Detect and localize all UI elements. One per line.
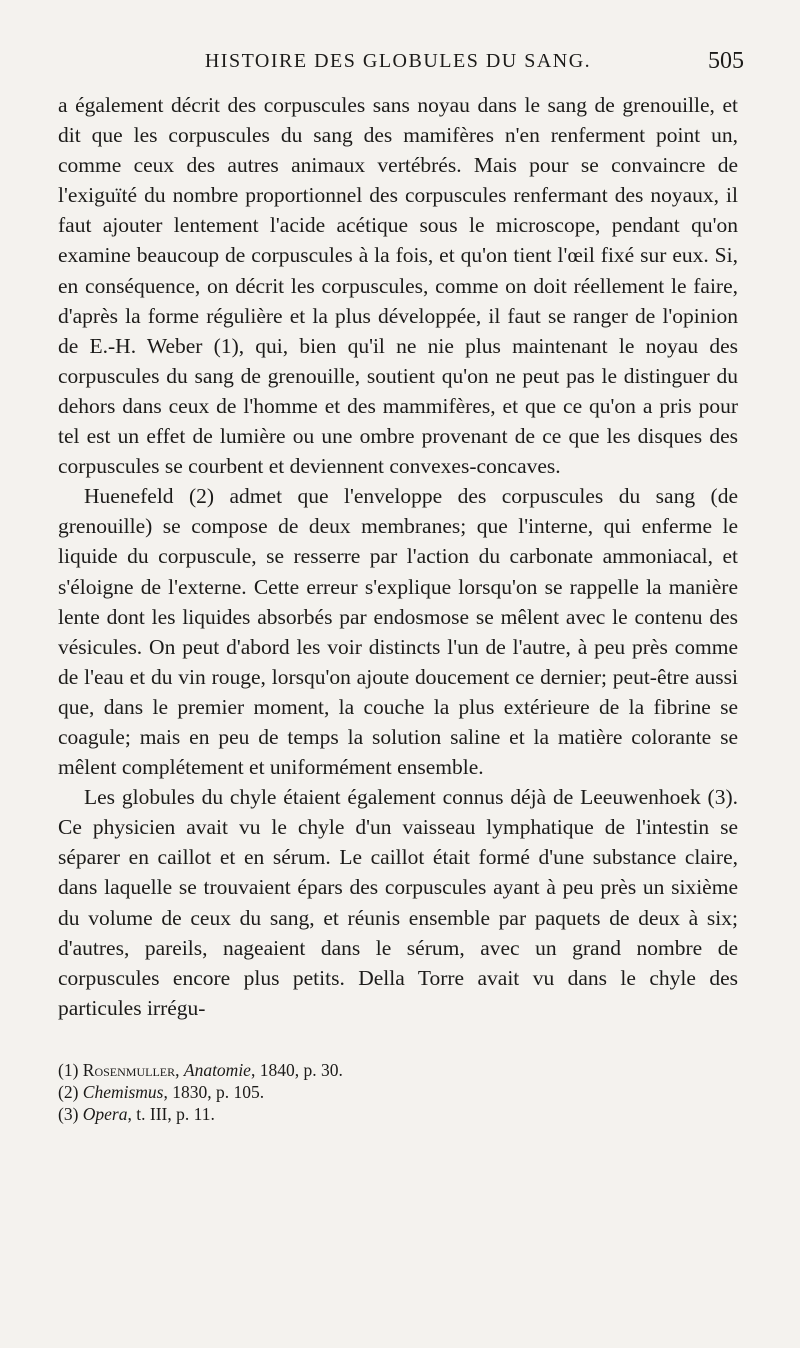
footnote-marker: (3) bbox=[58, 1103, 79, 1124]
page-number: 505 bbox=[708, 48, 744, 74]
footnote-author: Rosenmuller bbox=[82, 1059, 176, 1080]
footnote-3 bbox=[58, 1103, 738, 1125]
footnote-reference: , t. III, p. 11. bbox=[127, 1103, 215, 1124]
footnotes bbox=[58, 1059, 738, 1125]
paragraph-huenefeld: Huenefeld (2) admet que l'enveloppe des corpuscules du sang (de grenouille) se compose de deux membranes; que l'interne, qui enferme le liquide du corpuscule, se resserre par l'action du carbonate ammoniacal, et s'éloigne de l'externe. Cette erreur s'explique lorsqu'on se rappelle la manière lente dont les liquides absorbés par endosmose se mêlent avec le contenu des vésicules. On peut d'abord les voir distincts l'un de l'autre, à peu près comme de l'eau et du vin rouge, lorsqu'on ajoute doucement ce dernier; peut-être aussi que, dans le premier moment, la couche la plus extérieure de la fibrine se coagule; mais en peu de temps la solution saline et la matière colorante se mêlent complétement et uniformément ensemble. bbox=[58, 484, 738, 780]
footnote-reference: , 1840, p. 30. bbox=[250, 1059, 343, 1080]
running-head bbox=[58, 44, 744, 80]
paragraph-continued: a également décrit des corpuscules sans noyau dans le sang de grenouille, et dit que les corpuscules du sang des mamifères n'en renferment point un, comme ceux des autres animaux vertébrés. Mais pour se convaincre de l'exiguïté du nombre proportionnel des corpuscules renfermant des noyaux, il faut ajouter lentement l'acide acétique sous le microscope, pendant qu'on examine beaucoup de corpuscules à la fois, et qu'on tient l'œil fixé sur eux. Si, en conséquence, on décrit les corpuscules, comme on doit réellement le faire, d'après la forme régulière et la plus développée, il faut se ranger de l'opinion de E.-H. Weber (1), qui, bien qu'il ne nie plus maintenant le noyau des corpuscules du sang de grenouille, soutient qu'on ne peut pas le distinguer du dehors dans ceux de l'homme et des mammifères, et que ce qu'on a pris pour tel est un effet de lumière ou une ombre provenant de ce que les disques des corpuscules se courbent et deviennent convexes-concaves. bbox=[58, 93, 738, 479]
footnote-work: Anatomie bbox=[183, 1059, 251, 1080]
footnote-2 bbox=[58, 1081, 738, 1103]
footnote-1: (1) Rosenmuller, Anatomie, 1840, p. 30. bbox=[58, 1059, 343, 1080]
body-text bbox=[58, 90, 738, 1023]
running-title: HISTOIRE DES GLOBULES DU SANG. bbox=[204, 50, 592, 72]
footnote-marker: (2) bbox=[58, 1081, 79, 1102]
book-page bbox=[58, 44, 744, 1125]
footnote-marker: (1) bbox=[58, 1059, 79, 1080]
footnote-reference: , 1830, p. 105. bbox=[163, 1081, 265, 1102]
paragraph-chyle-globules: Les globules du chyle étaient également connus déjà de Leeuwenhoek (3). Ce physicien avait vu le chyle d'un vaisseau lymphatique de l'intestin se séparer en caillot et en sérum. Le caillot était formé d'une substance claire, dans laquelle se trouvaient épars des corpuscules ayant à peu près un sixième du volume de ceux du sang, et réunis ensemble par paquets de deux à six; d'autres, pareils, nageaient dans le sérum, avec un grand nombre de corpuscules encore plus petits. Della Torre avait vu dans le chyle des particules irrégu- bbox=[58, 785, 738, 1020]
footnote-work: Chemismus bbox=[82, 1081, 164, 1102]
footnote-work: Opera bbox=[82, 1103, 128, 1124]
